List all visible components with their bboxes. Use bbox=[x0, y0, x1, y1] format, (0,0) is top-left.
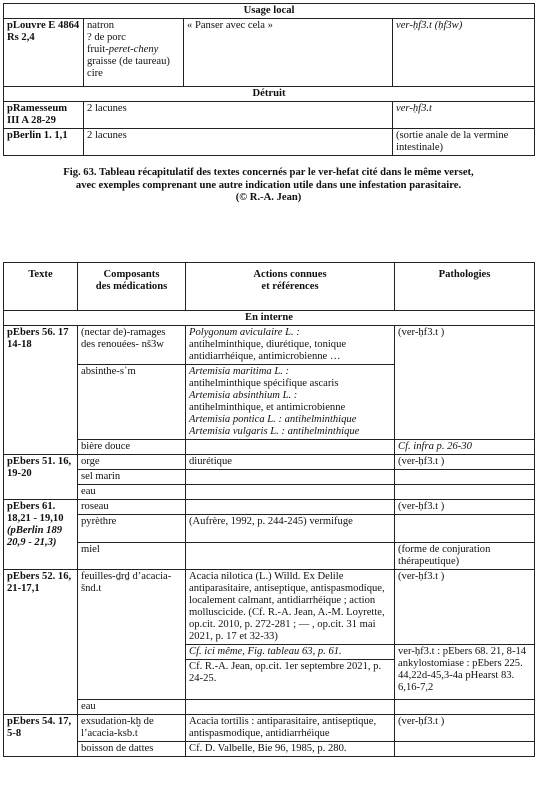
action-empty bbox=[186, 485, 395, 500]
header-pathologies: Pathologies bbox=[395, 263, 535, 311]
action: Acacia nilotica (L.) Willd. Ex Delile antiparasitaire, antiseptique, antispasmodique, localement calmant, antidiarrhéique ; action molluscicide. (Cf. R.-A. Jean, A.-M. Loyrette, op.cit. 2010, p. 272-281 ; — , op.cit. 31 mai 2021, p. 17 et 32-33) bbox=[186, 570, 395, 645]
source-pebers-52: pEbers 52. 16, 21-17,1 bbox=[4, 570, 78, 715]
action: Polygonum aviculaire L. : antihelminthique, diurétique, tonique antidiarrhéique, antimicrobienne … bbox=[186, 326, 395, 365]
caption-line-1: Fig. 63. Tableau récapitulatif des textes concernés par le ver-hefat cité dans le même verset, bbox=[63, 167, 474, 178]
table-medications bbox=[3, 262, 535, 757]
component: eau bbox=[78, 485, 186, 500]
action-empty bbox=[186, 440, 395, 455]
component: bière douce bbox=[78, 440, 186, 455]
component: sel marin bbox=[78, 470, 186, 485]
source-pebers-56: pEbers 56. 17 14-18 bbox=[4, 326, 78, 455]
pathology: (ver-ḥf3.t ) bbox=[395, 455, 535, 470]
ingredients-plouvre bbox=[84, 19, 184, 87]
action: Artemisia maritima L. : antihelminthique spécifique ascaris Artemisia absinthium L. : antihelminthique, et antimicrobienne Artemisia pontica L. : antihelminthique Artemisia vulgaris L. : antihelminthique bbox=[186, 365, 395, 440]
pathology-empty bbox=[395, 515, 535, 543]
component: boisson de dattes bbox=[78, 742, 186, 757]
action-empty bbox=[186, 470, 395, 485]
caption-line-2: avec exemples comprenant une autre indication utile dans une infestation parasitaire. bbox=[75, 179, 462, 191]
target-plouvre: ver-ḥf3.t (ḥf3w) bbox=[393, 19, 535, 87]
section-en-interne: En interne bbox=[4, 311, 535, 326]
usage-plouvre: « Panser avec cela » bbox=[184, 19, 393, 87]
pathology-empty bbox=[395, 700, 535, 715]
ingredients-pramesseum: 2 lacunes bbox=[84, 102, 393, 129]
pathology-empty bbox=[395, 742, 535, 757]
section-usage-local: Usage local bbox=[4, 4, 535, 19]
figure-caption bbox=[20, 167, 517, 205]
source-pebers-61: pEbers 61. 18,21 - 19,10 (pBerlin 189 20,9 - 21,3) bbox=[4, 500, 78, 570]
pathology: (ver-ḥf3.t ) bbox=[395, 715, 535, 742]
source-pramesseum: pRamesseum III A 28-29 bbox=[4, 102, 84, 129]
target-pramesseum: ver-ḥf3.t bbox=[393, 102, 535, 129]
component: roseau bbox=[78, 500, 186, 515]
component: eau bbox=[78, 700, 186, 715]
pathology: (ver-ḥf3.t ) bbox=[395, 500, 535, 515]
ingredient: natron bbox=[87, 20, 115, 31]
component: pyrèthre bbox=[78, 515, 186, 543]
table-usage bbox=[3, 3, 535, 156]
action: (Aufrère, 1992, p. 244-245) vermifuge bbox=[186, 515, 395, 543]
ingredients-pberlin: 2 lacunes bbox=[84, 129, 393, 156]
action-empty bbox=[186, 543, 395, 570]
action-empty bbox=[186, 700, 395, 715]
pathology: (forme de conjuration thérapeutique) bbox=[395, 543, 535, 570]
source-pebers-54: pEbers 54. 17, 5-8 bbox=[4, 715, 78, 757]
header-texte: Texte bbox=[4, 263, 78, 311]
ingredient: graisse (de taureau) bbox=[87, 56, 170, 67]
target-pberlin: (sortie anale de la vermine intestinale) bbox=[393, 129, 535, 156]
action-empty bbox=[186, 500, 395, 515]
component: feuilles-ḏrḏ d’acacia-šnd.t bbox=[78, 570, 186, 700]
pathology: ver-ḥf3.t : pEbers 68. 21, 8-14 ankylostomiase : pEbers 225. 44,22d-45,3-4a pHearst 83. 6,16-7,2 bbox=[395, 645, 535, 700]
component: exsudation-kḫ de l’acacia-ksb.t bbox=[78, 715, 186, 742]
component: (nectar de)-ramages des renouées- nš3w bbox=[78, 326, 186, 365]
pathology: (ver-ḥf3.t ) bbox=[395, 570, 535, 645]
source-pberlin: pBerlin 1. 1,1 bbox=[4, 129, 84, 156]
source-plouvre: pLouvre E 4864 Rs 2,4 bbox=[4, 19, 84, 87]
ingredient: fruit-peret-cheny bbox=[87, 44, 159, 55]
action: Acacia tortilis : antiparasitaire, antiseptique, antispasmodique, antidiarrhéique bbox=[186, 715, 395, 742]
action: diurétique bbox=[186, 455, 395, 470]
header-actions: Actions connues et références bbox=[186, 263, 395, 311]
action: Cf. D. Valbelle, Bie 96, 1985, p. 280. bbox=[186, 742, 395, 757]
component: absinthe-s᾿m bbox=[78, 365, 186, 440]
component: miel bbox=[78, 543, 186, 570]
pathology: (ver-ḥf3.t ) bbox=[395, 326, 535, 440]
pathology-empty bbox=[395, 485, 535, 500]
ingredient: ? de porc bbox=[87, 32, 126, 43]
source-pebers-51: pEbers 51. 16, 19-20 bbox=[4, 455, 78, 500]
action: Cf. ici même, Fig. tableau 63, p. 61. bbox=[186, 645, 395, 660]
pathology: Cf. infra p. 26-30 bbox=[395, 440, 535, 455]
header-composants: Composants des médications bbox=[78, 263, 186, 311]
section-detruit: Détruit bbox=[4, 87, 535, 102]
component: orge bbox=[78, 455, 186, 470]
ingredient: cire bbox=[87, 68, 103, 79]
pathology-empty bbox=[395, 470, 535, 485]
action: Cf. R.-A. Jean, op.cit. 1er septembre 2021, p. 24-25. bbox=[186, 660, 395, 700]
caption-line-3: (© R.-A. Jean) bbox=[235, 192, 302, 203]
